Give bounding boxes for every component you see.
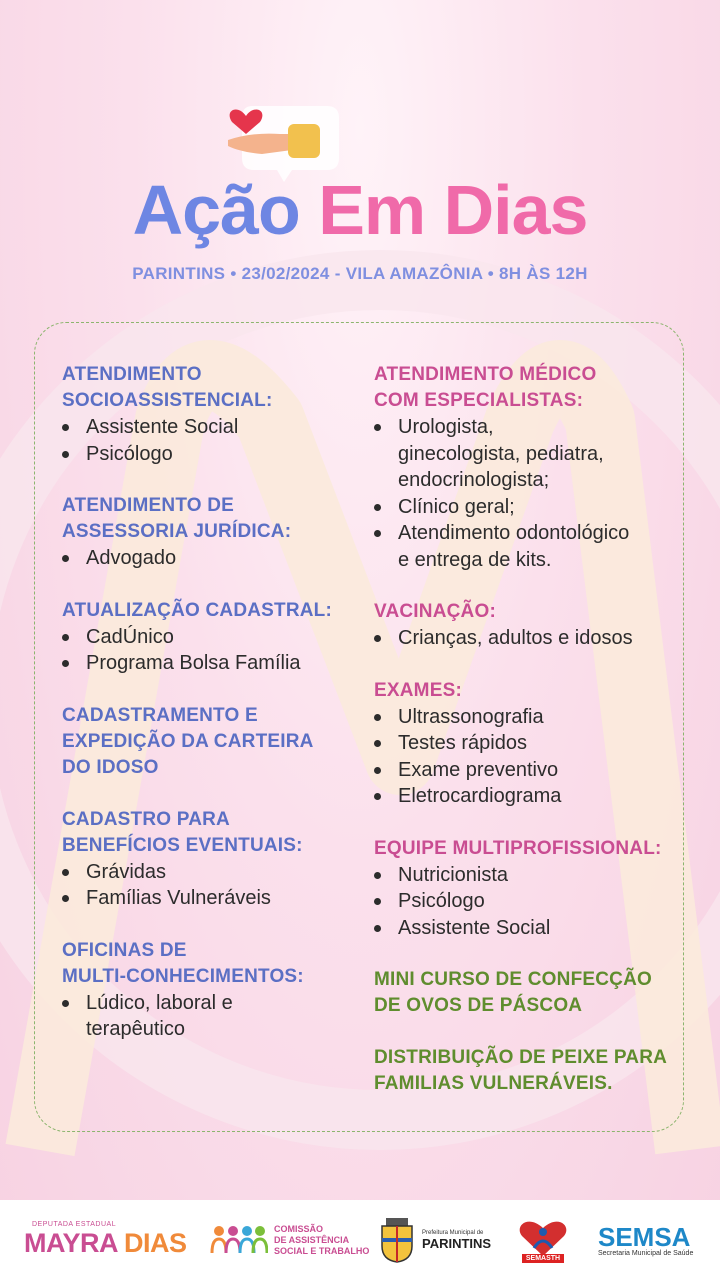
service-item: Atendimento odontológico e entrega de kits. [374, 520, 674, 573]
section-title: ATENDIMENTO SOCIOASSISTENCIAL: [62, 364, 273, 411]
section-title: VACINAÇÃO: [374, 601, 496, 622]
service-item: Clínico geral; [374, 494, 674, 521]
section [374, 836, 674, 942]
service-item: Lúdico, laboral e terapêutico [62, 990, 362, 1043]
section [62, 598, 362, 677]
city-crest-icon [378, 1216, 416, 1264]
section-title: EXAMES: [374, 679, 462, 701]
semsa-caption: Secretaria Municipal de Saúde [598, 1249, 694, 1257]
service-list [62, 414, 362, 467]
people-group-icon [210, 1223, 268, 1257]
title-part-blue: Ação [132, 171, 300, 249]
section-title: MINI CURSO DE CONFECÇÃO DE OVOS DE PÁSCOA [374, 969, 652, 1016]
service-item: Assistente Social [62, 414, 362, 441]
section [62, 362, 362, 467]
service-item: CadÚnico [62, 624, 362, 651]
parintins-logo [378, 1200, 491, 1280]
mayra-caption: DEPUTADA ESTADUAL [32, 1221, 117, 1228]
section [62, 493, 362, 572]
section-title: CADASTRO PARA BENEFÍCIOS EVENTUAIS: [62, 808, 303, 856]
section-title: ATENDIMENTO MÉDICO COM ESPECIALISTAS: [374, 364, 597, 411]
section-title: ATENDIMENTO DE ASSESSORIA JURÍDICA: [62, 495, 292, 542]
service-list [62, 990, 362, 1043]
service-list [374, 704, 674, 810]
service-list [374, 414, 674, 573]
page-title [0, 170, 720, 250]
service-item: Exame preventivo [374, 757, 674, 784]
service-list [374, 625, 674, 652]
left-column [62, 362, 362, 1069]
service-item: Urologista, ginecologista, pediatra, endocrinologista; [374, 414, 674, 494]
section [374, 678, 674, 810]
comissao-text: COMISSÃO DE ASSISTÊNCIA SOCIAL E TRABALHO [274, 1223, 370, 1256]
service-item: Nutricionista [374, 862, 674, 889]
section-title: OFICINAS DE MULTI-CONHECIMENTOS: [62, 939, 304, 987]
service-item: Programa Bolsa Família [62, 650, 362, 677]
mayra-name: MAYRA [24, 1228, 118, 1258]
semasth-text: SEMASTH [522, 1254, 564, 1263]
semasth-logo [516, 1200, 570, 1280]
section [62, 703, 362, 781]
parintins-caption: Prefeitura Municipal de [422, 1229, 484, 1236]
comissao-logo [210, 1200, 369, 1280]
service-item: Psicólogo [374, 888, 674, 915]
service-item: Grávidas [62, 859, 362, 886]
dias-name: DIAS [124, 1228, 187, 1258]
section-title: DISTRIBUIÇÃO DE PEIXE PARA FAMILIAS VULNERÁVEIS. [374, 1047, 668, 1094]
semsa-name: SEMSA [598, 1221, 691, 1252]
event-info: PARINTINS • 23/02/2024 - VILA AMAZÔNIA • 8H ÀS 12H [132, 264, 588, 283]
sponsor-footer [0, 1200, 720, 1280]
service-item: Crianças, adultos e idosos [374, 625, 674, 652]
service-item: Eletrocardiograma [374, 783, 674, 810]
section-title: CADASTRAMENTO E EXPEDIÇÃO DA CARTEIRA DO IDOSO [62, 704, 314, 778]
service-item: Psicólogo [62, 441, 362, 468]
section-title: ATUALIZAÇÃO CADASTRAL: [62, 599, 333, 621]
right-column [374, 362, 674, 1123]
service-item: Assistente Social [374, 915, 674, 942]
service-list [62, 859, 362, 912]
mayra-dias-logo [24, 1200, 187, 1280]
heart-people-icon [516, 1218, 570, 1258]
section [62, 938, 362, 1043]
parintins-name: PARINTINS [422, 1235, 492, 1251]
service-item: Ultrassonografia [374, 704, 674, 731]
section-title: EQUIPE MULTIPROFISSIONAL: [374, 837, 662, 859]
service-item: Famílias Vulneráveis [62, 885, 362, 912]
section [374, 967, 674, 1019]
service-list [374, 862, 674, 942]
semsa-logo [598, 1200, 693, 1280]
section [374, 1045, 674, 1097]
section [374, 362, 674, 573]
service-list [62, 624, 362, 677]
section [374, 599, 674, 652]
section [62, 807, 362, 912]
title-part-pink: Em Dias [318, 171, 588, 249]
service-item: Advogado [62, 545, 362, 572]
service-item: Testes rápidos [374, 730, 674, 757]
service-list [62, 545, 362, 572]
